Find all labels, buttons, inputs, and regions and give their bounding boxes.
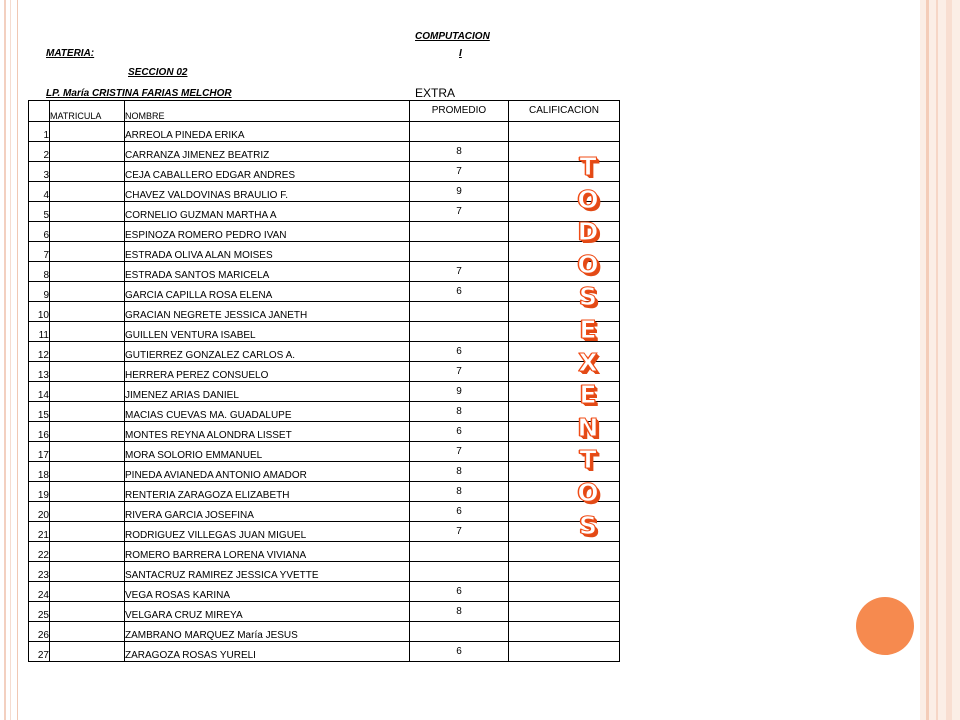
row-matricula	[50, 242, 125, 262]
row-promedio	[410, 542, 509, 562]
row-calificacion	[509, 122, 620, 142]
row-promedio: 7	[410, 442, 509, 462]
row-number: 3	[29, 162, 50, 182]
row-nombre: CORNELIO GUZMAN MARTHA A	[125, 202, 410, 222]
header-nombre: NOMBRE	[125, 101, 410, 122]
row-promedio	[410, 122, 509, 142]
row-matricula	[50, 202, 125, 222]
row-nombre: HERRERA PEREZ CONSUELO	[125, 362, 410, 382]
table-row	[29, 302, 620, 322]
row-number: 4	[29, 182, 50, 202]
row-promedio: 8	[410, 482, 509, 502]
row-matricula	[50, 162, 125, 182]
table-row	[29, 482, 620, 502]
row-number: 19	[29, 482, 50, 502]
profesor-name: LP. María CRISTINA FARIAS MELCHOR	[46, 88, 232, 99]
row-nombre: GUILLEN VENTURA ISABEL	[125, 322, 410, 342]
row-promedio	[410, 302, 509, 322]
materia-label: MATERIA:	[46, 48, 95, 59]
row-nombre: RIVERA GARCIA JOSEFINA	[125, 502, 410, 522]
row-calificacion	[509, 562, 620, 582]
row-promedio: 8	[410, 462, 509, 482]
row-promedio: 9	[410, 382, 509, 402]
overlay-letter: E	[579, 380, 597, 410]
row-matricula	[50, 642, 125, 662]
materia-value-roman: I	[459, 48, 462, 59]
row-promedio	[410, 222, 509, 242]
row-matricula	[50, 582, 125, 602]
row-number: 5	[29, 202, 50, 222]
extra-label: EXTRA	[415, 86, 456, 100]
row-nombre: ROMERO BARRERA LORENA VIVIANA	[125, 542, 410, 562]
row-promedio: 7	[410, 202, 509, 222]
row-number: 25	[29, 602, 50, 622]
accent-circle	[856, 597, 914, 655]
table-row	[29, 422, 620, 442]
row-number: 2	[29, 142, 50, 162]
row-promedio: 8	[410, 142, 509, 162]
row-nombre: ESTRADA OLIVA ALAN MOISES	[125, 242, 410, 262]
row-nombre: ZAMBRANO MARQUEZ María JESUS	[125, 622, 410, 642]
header-matricula: MATRICULA	[50, 101, 125, 122]
row-promedio: 8	[410, 602, 509, 622]
row-number: 27	[29, 642, 50, 662]
table-row	[29, 642, 620, 662]
row-matricula	[50, 382, 125, 402]
row-promedio: 7	[410, 162, 509, 182]
table-row	[29, 582, 620, 602]
materia-value: COMPUTACION	[415, 31, 490, 42]
overlay-letter: E	[579, 314, 597, 344]
row-nombre: GUTIERREZ GONZALEZ CARLOS A.	[125, 342, 410, 362]
row-nombre: ESTRADA SANTOS MARICELA	[125, 262, 410, 282]
row-nombre: CEJA CABALLERO EDGAR ANDRES	[125, 162, 410, 182]
table-row	[29, 242, 620, 262]
row-nombre: ZARAGOZA ROSAS YURELI	[125, 642, 410, 662]
table-row	[29, 562, 620, 582]
table-row	[29, 222, 620, 242]
row-calificacion	[509, 642, 620, 662]
row-nombre: CARRANZA JIMENEZ BEATRIZ	[125, 142, 410, 162]
row-number: 7	[29, 242, 50, 262]
row-promedio: 6	[410, 342, 509, 362]
table-row	[29, 282, 620, 302]
overlay-letter: N	[577, 412, 599, 442]
todos-exentos-overlay	[568, 151, 608, 542]
row-nombre: CHAVEZ VALDOVINAS BRAULIO F.	[125, 182, 410, 202]
row-promedio: 8	[410, 402, 509, 422]
overlay-letter: O	[577, 477, 599, 507]
overlay-letter: X	[578, 347, 598, 377]
row-number: 10	[29, 302, 50, 322]
table-header-row	[29, 101, 620, 122]
overlay-letter: T	[579, 445, 597, 475]
row-promedio	[410, 242, 509, 262]
table-row	[29, 142, 620, 162]
row-promedio: 9	[410, 182, 509, 202]
table-row	[29, 622, 620, 642]
row-matricula	[50, 142, 125, 162]
overlay-letter: S	[578, 510, 597, 540]
row-nombre: SANTACRUZ RAMIREZ JESSICA YVETTE	[125, 562, 410, 582]
row-matricula	[50, 322, 125, 342]
row-matricula	[50, 362, 125, 382]
row-promedio: 6	[410, 282, 509, 302]
row-promedio	[410, 622, 509, 642]
row-number: 23	[29, 562, 50, 582]
row-matricula	[50, 262, 125, 282]
row-promedio	[410, 562, 509, 582]
overlay-letter: T	[579, 152, 597, 181]
row-nombre: MORA SOLORIO EMMANUEL	[125, 442, 410, 462]
row-matricula	[50, 602, 125, 622]
table-row	[29, 462, 620, 482]
row-matricula	[50, 442, 125, 462]
row-number: 14	[29, 382, 50, 402]
table-row	[29, 202, 620, 222]
table-row	[29, 342, 620, 362]
row-promedio	[410, 322, 509, 342]
seccion-label: SECCION 02	[128, 67, 188, 78]
table-row	[29, 262, 620, 282]
table-row	[29, 502, 620, 522]
row-nombre: RENTERIA ZARAGOZA ELIZABETH	[125, 482, 410, 502]
row-matricula	[50, 542, 125, 562]
row-promedio: 6	[410, 582, 509, 602]
overlay-letter: S	[578, 282, 597, 312]
table-row	[29, 402, 620, 422]
row-number: 15	[29, 402, 50, 422]
grades-table	[28, 100, 620, 662]
row-nombre: PINEDA AVIANEDA ANTONIO AMADOR	[125, 462, 410, 482]
row-matricula	[50, 302, 125, 322]
table-row	[29, 442, 620, 462]
row-matricula	[50, 342, 125, 362]
row-matricula	[50, 402, 125, 422]
row-nombre: ESPINOZA ROMERO PEDRO IVAN	[125, 222, 410, 242]
row-number: 13	[29, 362, 50, 382]
row-number: 22	[29, 542, 50, 562]
row-number: 18	[29, 462, 50, 482]
row-matricula	[50, 122, 125, 142]
row-number: 6	[29, 222, 50, 242]
header-promedio: PROMEDIO	[410, 101, 509, 122]
row-number: 17	[29, 442, 50, 462]
row-calificacion	[509, 622, 620, 642]
row-number: 1	[29, 122, 50, 142]
row-number: 9	[29, 282, 50, 302]
row-nombre: GARCIA CAPILLA ROSA ELENA	[125, 282, 410, 302]
row-nombre: RODRIGUEZ VILLEGAS JUAN MIGUEL	[125, 522, 410, 542]
row-number: 12	[29, 342, 50, 362]
row-number: 11	[29, 322, 50, 342]
overlay-letter: O	[577, 249, 599, 279]
row-promedio: 7	[410, 362, 509, 382]
row-matricula	[50, 282, 125, 302]
row-number: 16	[29, 422, 50, 442]
row-matricula	[50, 222, 125, 242]
row-matricula	[50, 522, 125, 542]
right-frame-border	[920, 0, 960, 720]
overlay-letter: O	[577, 184, 599, 214]
table-row	[29, 162, 620, 182]
table-row	[29, 542, 620, 562]
row-number: 24	[29, 582, 50, 602]
row-nombre: MACIAS CUEVAS MA. GUADALUPE	[125, 402, 410, 422]
row-promedio: 6	[410, 642, 509, 662]
row-nombre: MONTES REYNA ALONDRA LISSET	[125, 422, 410, 442]
table-row	[29, 382, 620, 402]
row-promedio: 7	[410, 522, 509, 542]
table-row	[29, 362, 620, 382]
row-promedio: 7	[410, 262, 509, 282]
row-number: 26	[29, 622, 50, 642]
row-calificacion	[509, 582, 620, 602]
row-matricula	[50, 422, 125, 442]
left-frame-border	[0, 0, 18, 720]
row-nombre: GRACIAN NEGRETE JESSICA JANETH	[125, 302, 410, 322]
row-calificacion	[509, 542, 620, 562]
row-matricula	[50, 502, 125, 522]
table-row	[29, 602, 620, 622]
row-number: 8	[29, 262, 50, 282]
row-calificacion	[509, 602, 620, 622]
row-matricula	[50, 482, 125, 502]
table-row	[29, 322, 620, 342]
row-nombre: VEGA ROSAS KARINA	[125, 582, 410, 602]
table-row	[29, 122, 620, 142]
row-nombre: JIMENEZ ARIAS DANIEL	[125, 382, 410, 402]
row-matricula	[50, 462, 125, 482]
row-promedio: 6	[410, 502, 509, 522]
row-promedio: 6	[410, 422, 509, 442]
row-nombre: ARREOLA PINEDA ERIKA	[125, 122, 410, 142]
row-nombre: VELGARA CRUZ MIREYA	[125, 602, 410, 622]
table-row	[29, 522, 620, 542]
header-num-cell	[29, 101, 50, 122]
row-number: 21	[29, 522, 50, 542]
row-matricula	[50, 562, 125, 582]
row-number: 20	[29, 502, 50, 522]
overlay-letter: D	[577, 217, 599, 247]
row-matricula	[50, 182, 125, 202]
header-calificacion: CALIFICACION	[509, 101, 620, 122]
row-matricula	[50, 622, 125, 642]
table-row	[29, 182, 620, 202]
